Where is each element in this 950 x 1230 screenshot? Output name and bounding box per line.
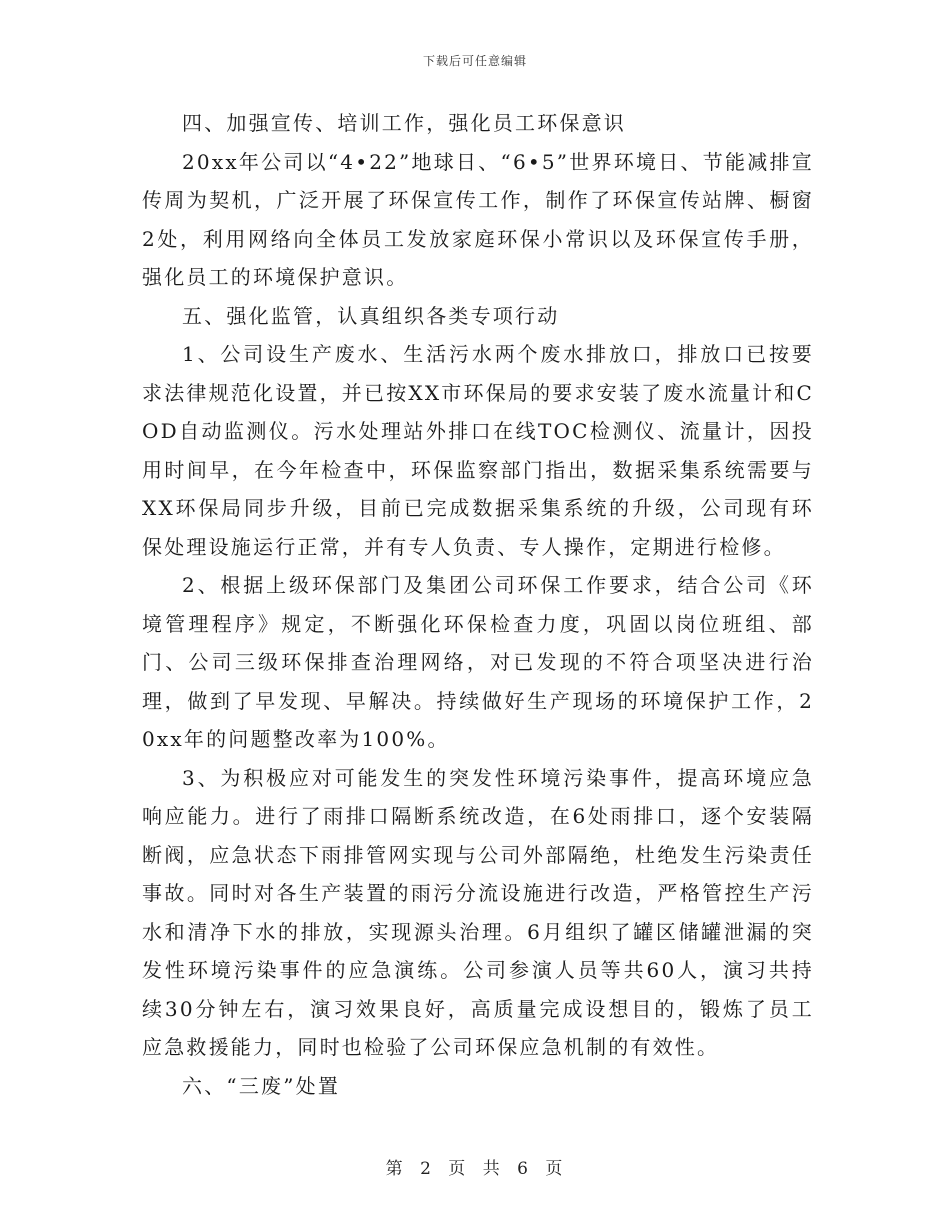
section-heading-5: 五、强化监管，认真组织各类专项行动 (182, 303, 560, 328)
paragraph-item-3: 3、为积极应对可能发生的突发性环境污染事件，提高环境应急响应能力。进行了雨排口隔断系统改造，在6处雨排口，逐个安装隔断阀，应急状态下雨排管网实现与公司外部隔绝，杜绝发生污染责任事故。同时对各生产装置的雨污分流设施进行改造，严格管控生产污水和清净下水的排放，实现源头治理。6月组织了罐区储罐泄漏的突发性环境污染事件的应急演练。公司参演人员等共60人，演习共持续30分钟左右，演习效果良好，高质量完成设想目的，锻炼了员工应急救援能力，同时也检验了公司环保应急机制的有效性。 (142, 765, 814, 1059)
page-number-footer: 第 2 页 共 6 页 (385, 1159, 565, 1179)
section-heading-4: 四、加强宣传、培训工作，强化员工环保意识 (182, 111, 626, 135)
paragraph-item-2: 2、根据上级环保部门及集团公司环保工作要求，结合公司《环境管理程序》规定，不断强化环保检查力度，巩固以岗位班组、部门、公司三级环保排查治理网络，对已发现的不符合项坚决进行治理，做到了早发现、早解决。持续做好生产现场的环境保护工作，20xx年的问题整改率为100%。 (142, 573, 814, 751)
paragraph-item-1: 1、公司设生产废水、生活污水两个废水排放口，排放口已按要求法律规范化设置，并已按XX市环保局的要求安装了废水流量计和COD自动监测仪。污水处理站外排口在线TOC检测仪、流量计，因投用时间早，在今年检查中，环保监察部门指出，数据采集系统需要与XX环保局同步升级，目前已完成数据采集系统的升级，公司现有环保处理设施运行正常，并有专人负责、专人操作，定期进行检修。 (142, 342, 814, 559)
paragraph-publicity: 20xx年公司以“4•22”地球日、“6•5”世界环境日、节能减排宣传周为契机，广泛开展了环保宣传工作，制作了环保宣传站牌、橱窗2处，利用网络向全体员工发放家庭环保小常识以及环保宣传手册，强化员工的环境保护意识。 (142, 149, 814, 289)
section-heading-6: 六、“三废”处置 (182, 1073, 341, 1098)
document-body (142, 104, 814, 1105)
page-header: 下载后可任意编辑 (422, 54, 527, 68)
